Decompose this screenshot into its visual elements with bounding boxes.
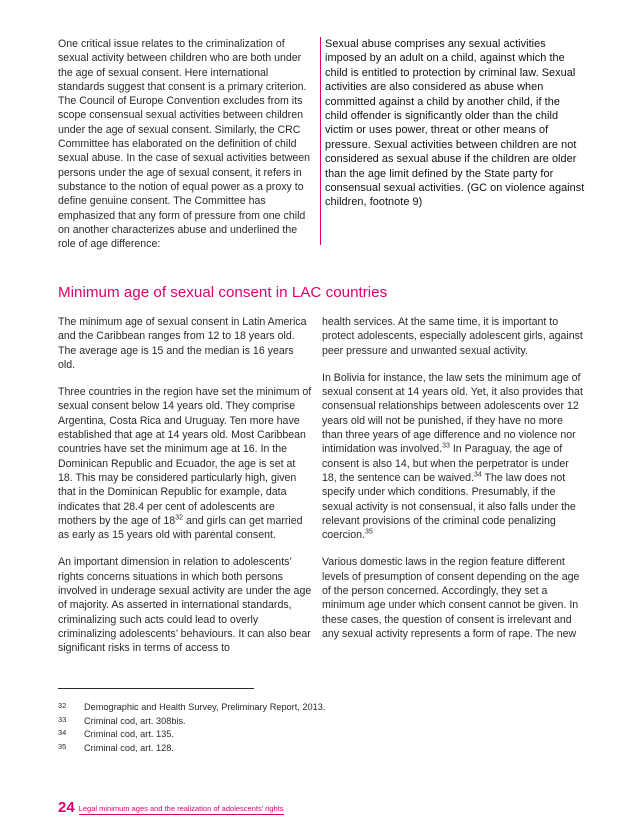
footnote-text: Criminal cod, art. 308bis. [84,715,186,726]
quote-block [320,37,585,245]
intro-paragraph [58,37,312,264]
footnote-item [58,728,458,742]
quote-text: Sexual abuse comprises any sexual activities imposed by an adult on a child, against which the child is entitled to protection by criminal law. Sexual activities are also considered as abuse when committed against a child by another child, if the child offender is significantly older than the child victim or uses power, threat or other means of pressure. Sexual activities between children are not considered as sexual abuse if the children are older than the age limit defined by the State party for consensual sexual activities. (GC on violence against children, footnote 9) [325,38,585,209]
footnote-text: Criminal cod, art. 135. [84,729,174,740]
page-number: 24 [58,799,75,816]
footnote-ref-35[interactable]: 35 [365,528,373,536]
footnote-text: Demographic and Health Survey, Preliminary Report, 2013. [84,702,326,712]
paragraph-countries [58,385,312,542]
paragraph-countries-tail: and girls can get married as early as 15 years old with parental consent. [58,514,303,542]
paragraph-health: health services. At the same time, it is important to protect adolescents, especially adolescent girls, against peer pressure and unwanted sexual activity. [322,316,583,357]
footnote-ref-33[interactable]: 33 [442,442,450,450]
section-title: Minimum age of sexual consent in LAC countries [58,284,388,301]
footnote-text: Criminal cod, art. 128. [84,743,174,754]
footnote-item [58,715,458,729]
footnote-divider [58,688,254,689]
footnote-ref-32[interactable]: 32 [175,514,183,522]
paragraph-domestic-laws: Various domestic laws in the region feature different levels of presumption of consent depending on the age of the person concerned. Accordingly, they set a minimum age under which consent cannot be given. In these cases, the question of consent is irrelevant and any sexual activity represents a form of rape. The new [322,556,580,640]
footnote-ref-34[interactable]: 34 [473,471,482,479]
paragraph-dimension: An important dimension in relation to adolescents’ rights concerns situations in which both persons involved in underage sexual activity are under the age of majority. As asserted in international standards, criminalizing such acts could lead to overly criminalizing adolescents’ behaviours. It can also bear significant risks in terms of access to [58,556,312,655]
paragraph-countries-text: Three countries in the region have set the minimum of sexual consent below 14 years old. They comprise Argentina, Costa Rica and Uruguay. Ten more have established that age at 14 years old. Most Caribbean countries have set the minimum age at 16. In the Dominican Republic and Ecuador, the age is set at 18. This may be considered particularly high, given that in the Dominican Republic for example, data indicates that 28.4 per cent of adolescents are mothers by the age of 18 [58,386,312,527]
paragraph-bolivia-a: In Bolivia for instance, the law sets the minimum age of sexual consent at 14 years old. Yet, it also provides that consensual relationships between adolescents over 12 years old will not be punished, if they have no more than three years of age difference and no violence nor intimidation was involved. [322,371,583,456]
running-title: Legal minimum ages and the realization of adolescents’ rights [78,804,284,813]
page-footer [58,800,284,815]
right-column [322,315,584,654]
paragraph-bolivia [322,371,584,543]
left-column [58,315,312,669]
footnote-number: 33 [58,714,67,724]
footnote-number: 32 [58,701,67,710]
footnote-item [58,701,458,715]
paragraph-range: The minimum age of sexual consent in Latin America and the Caribbean ranges from 12 to 18 years old. The average age is 15 and the median is 16 years old. [58,316,307,371]
intro-text: One critical issue relates to the criminalization of sexual activity between children who are both under the age of sexual consent. Here international standards suggest that consent is a primary criterion. The Council of Europe Convention excludes from its scope consensual sexual activities between children under the age of sexual consent. Similarly, the CRC Committee has elaborated on the definition of child sexual abuse. In the case of sexual activities between persons under the age of sexual consent, it refers in substance to the notion of equal power as a proxy to define genuine consent. The Committee has emphasized that any form of pressure from one child on another characterizes abuse and underlined the role of age difference: [58,38,311,251]
paragraph-bolivia-c: The law does not specify under which conditions. Presumably, if the sexual activity is not consensual, it also falls under the relevant provisions of the criminal code penalizing coercion. [322,471,576,542]
footnote-number: 35 [58,742,67,752]
paragraph-bolivia-b: In Paraguay, the age of consent is also 14, but when the perpetrator is under 18, the sentence can be waived. [322,443,569,484]
footnote-number: 34 [58,728,67,738]
footnotes [58,701,458,756]
footnote-item [58,742,458,756]
